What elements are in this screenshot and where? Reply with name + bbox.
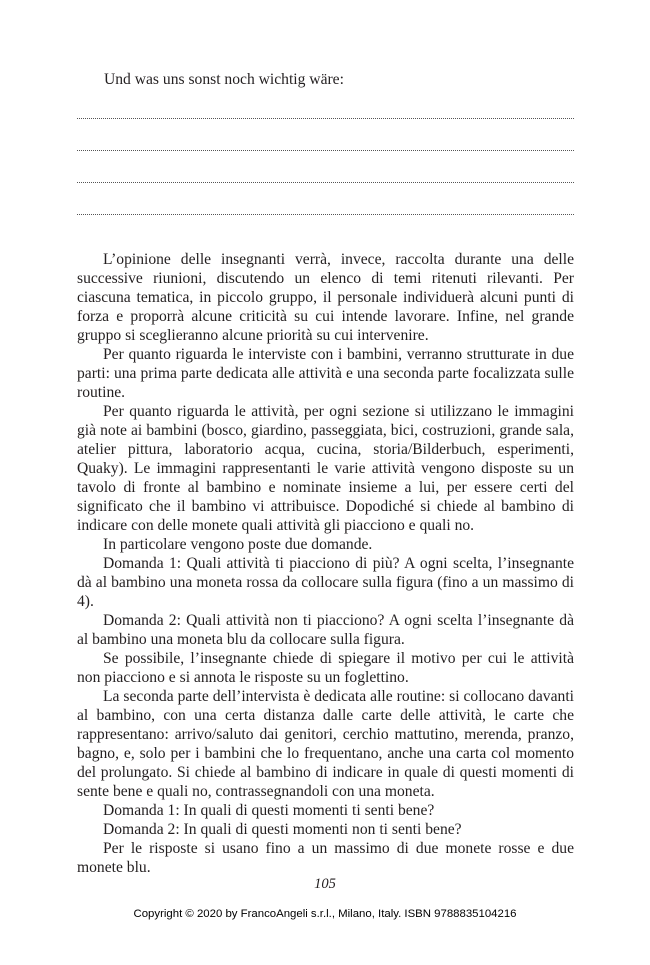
paragraph: Domanda 2: Quali attività non ti piacciono? A ogni scelta l’insegnante dà al bambino una moneta blu da collocare sulla figura. [77,612,574,648]
page-number: 105 [314,876,336,892]
paragraph: Se possibile, l’insegnante chiede di spiegare il motivo per cui le attività non piacciono e si annota le risposte su un foglettino. [77,650,574,686]
dotted-line [77,131,574,163]
body-text [77,250,574,877]
paragraph: Domanda 1: In quali di questi momenti ti senti bene? [103,802,435,819]
paragraph: L’opinione delle insegnanti verrà, invece, raccolta durante una delle successive riunioni, discutendo un elenco di temi ritenuti rilevanti. Per ciascuna tematica, in piccolo gruppo, il personale individuerà alcuni punti di forza e proporrà alcune criticità su cui intende lavorare. Infine, nel grande gruppo si sceglieranno alcune priorità su cui intervenire. [77,251,574,344]
dotted-line [77,99,574,131]
page-body [77,70,574,877]
dotted-line [77,163,574,195]
paragraph: Per quanto riguarda le interviste con i bambini, verranno strutturate in due parti: una prima parte dedicata alle attività e una seconda parte focalizzata sulle routine. [77,346,574,401]
dotted-lines [77,99,574,227]
paragraph: Per le risposte si usano fino a un massimo di due monete rosse e due monete blu. [77,840,574,876]
paragraph: Domanda 2: In quali di questi momenti non ti senti bene? [103,821,462,838]
copyright-notice: Copyright © 2020 by FrancoAngeli s.r.l., Milano, Italy. ISBN 9788835104216 [133,908,517,920]
paragraph: La seconda parte dell’intervista è dedicata alle routine: si collocano davanti al bambino, con una certa distanza dalle carte delle attività, le carte che rappresentano: arrivo/saluto dai genitori, cerchio mattutino, merenda, pranzo, bagno, e, solo per i bambini che lo frequentano, anche una carta col momento del prolungato. Si chiede al bambino di indicare in quale di questi momenti di sente bene e quali no, contrassegnandoli con una moneta. [77,688,574,800]
paragraph: Domanda 1: Quali attività ti piacciono di più? A ogni scelta, l’insegnante dà al bambino una moneta rossa da collocare sulla figura (fino a un massimo di 4). [77,555,574,610]
dotted-line [77,195,574,227]
intro-line: Und was uns sonst noch wichtig wäre: [104,71,344,88]
paragraph: Per quanto riguarda le attività, per ogni sezione si utilizzano le immagini già note ai bambini (bosco, giardino, passeggiata, bici, costruzioni, grande sala, atelier pittura, laboratorio acqua, cucina, storia/Bilderbuch, esperimenti, Quaky). Le immagini rappresentanti le varie attività vengono disposte su un tavolo di fronte al bambino e nominate insieme a lui, per essere certi del significato che il bambino vi attribuisce. Dopodiché si chiede al bambino di indicare con delle monete quali attività gli piacciono e quali no. [77,403,574,534]
paragraph: In particolare vengono poste due domande. [103,536,373,553]
